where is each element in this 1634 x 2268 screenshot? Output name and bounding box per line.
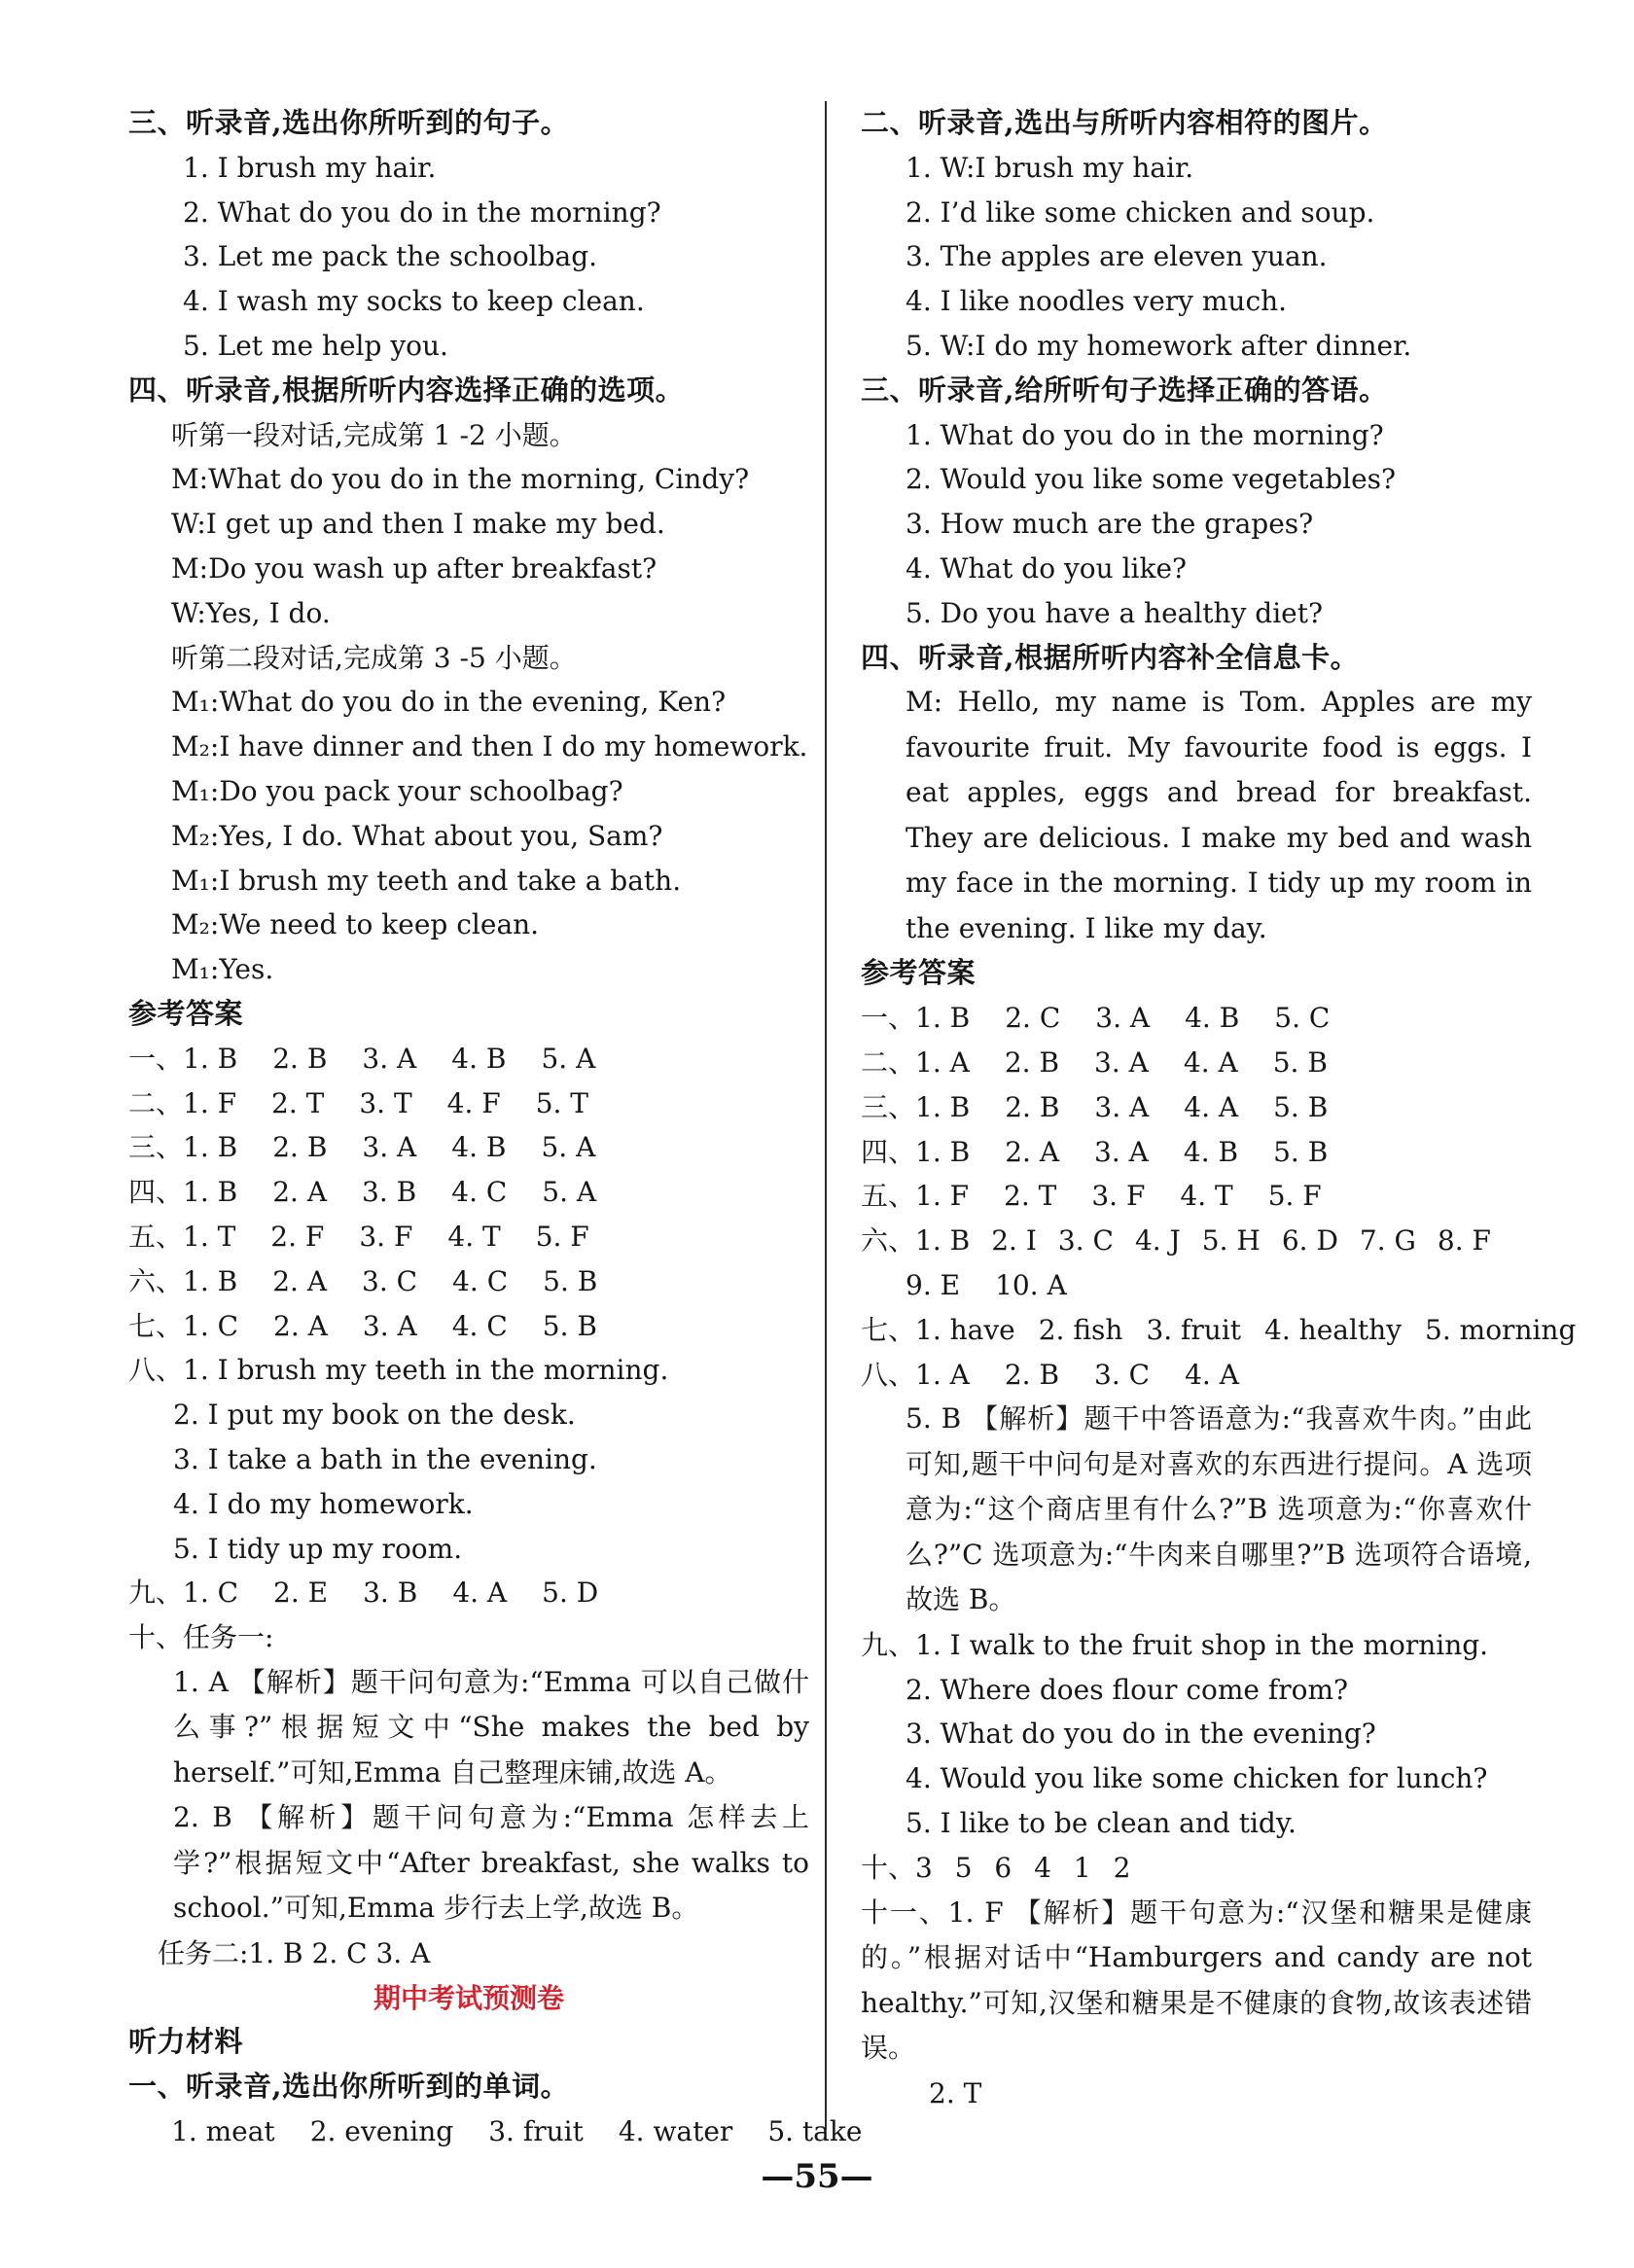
answer-cell: 3. B bbox=[363, 1577, 418, 1610]
list-item: 4. What do you like? bbox=[906, 551, 1188, 585]
answer-cell: 九、1. C bbox=[128, 1577, 239, 1610]
answer-row bbox=[861, 1130, 1532, 1175]
answer-cell: 3. A bbox=[362, 1131, 417, 1164]
answer-cell: 3. A bbox=[1094, 1090, 1150, 1123]
answer-cell: 二、1. F bbox=[128, 1086, 237, 1119]
list-item: 2. What do you do in the morning? bbox=[183, 195, 661, 229]
section-heading: 三、听录音,给所听句子选择正确的答语。 bbox=[861, 372, 1388, 407]
answer-cell: 2. B bbox=[272, 1131, 328, 1164]
answer-line: 2. Where does flour come from? bbox=[906, 1673, 1349, 1706]
answer-cell: 4. J bbox=[1134, 1224, 1181, 1258]
dialog-line: M₁:Do you pack your schoolbag? bbox=[171, 774, 623, 807]
answer-cell: 6. D bbox=[1281, 1224, 1338, 1258]
list-item: 5. Do you have a healthy diet? bbox=[906, 596, 1324, 629]
list-item: 2. I’d like some chicken and soup. bbox=[906, 195, 1375, 229]
answer-cell: 4. T bbox=[1180, 1180, 1233, 1213]
list-item: 4. I wash my socks to keep clean. bbox=[183, 285, 645, 318]
answer-cell: 二、1. A bbox=[861, 1045, 970, 1079]
answer-cell: 3. C bbox=[1094, 1358, 1151, 1391]
answer-cell: 5. D bbox=[542, 1577, 599, 1610]
answer-cell: 2. I bbox=[991, 1224, 1037, 1258]
answer-cell: 五、1. F bbox=[861, 1180, 970, 1213]
answer-line: 九、1. I walk to the fruit shop in the morning. bbox=[861, 1628, 1489, 1661]
answer-row bbox=[128, 1571, 809, 1615]
dialog-line: M₁:What do you do in the evening, Ken? bbox=[171, 686, 727, 719]
answer-cell: 5. H bbox=[1201, 1224, 1261, 1258]
answer-row bbox=[861, 1353, 1532, 1398]
left-column bbox=[128, 101, 863, 2154]
answer-line: 3. What do you do in the evening? bbox=[906, 1718, 1376, 1751]
dialog-line: M:Do you wash up after breakfast? bbox=[171, 551, 657, 585]
answers-heading: 参考答案 bbox=[861, 956, 977, 990]
answer-row bbox=[861, 1174, 1532, 1219]
answer-cell: 2. T bbox=[271, 1086, 325, 1119]
dialog-line: M₂:We need to keep clean. bbox=[171, 908, 540, 941]
answer-cell: 3. F bbox=[359, 1220, 413, 1253]
answer-cell: 四、1. B bbox=[861, 1135, 971, 1168]
word-item: 3. fruit bbox=[488, 2115, 584, 2148]
word-item: 1. meat bbox=[171, 2115, 275, 2148]
answer-cell: 10. A bbox=[995, 1268, 1067, 1301]
dialog-line: M₂:I have dinner and then I do my homework. bbox=[171, 730, 808, 763]
subheading: 听第一段对话,完成第 1 -2 小题。 bbox=[171, 418, 577, 451]
answer-cell: 3. A bbox=[1094, 1135, 1149, 1168]
answer-cell: 4. A bbox=[1184, 1090, 1239, 1123]
answer-cell: 3. C bbox=[362, 1264, 418, 1297]
answer-cell: 2. F bbox=[270, 1220, 325, 1253]
word-item: 2. evening bbox=[309, 2115, 454, 2148]
answer-cell: 8. F bbox=[1437, 1224, 1491, 1258]
list-item: 3. How much are the grapes? bbox=[906, 508, 1314, 541]
answer-cell: 3. fruit bbox=[1146, 1313, 1242, 1346]
answer-cell: 2. E bbox=[273, 1577, 329, 1610]
answer-cell: 5. B bbox=[1273, 1090, 1329, 1123]
answer-cell: 2. fish bbox=[1038, 1313, 1123, 1346]
list-item: 1. What do you do in the morning? bbox=[906, 418, 1384, 451]
dialog-line: M₂:Yes, I do. What about you, Sam? bbox=[171, 819, 663, 852]
answer-cell: 2. B bbox=[1005, 1090, 1060, 1123]
answer-cell: 4. healthy bbox=[1264, 1313, 1403, 1346]
answer-cell: 五、1. T bbox=[128, 1220, 236, 1253]
answer-cell: 2. B bbox=[1004, 1358, 1060, 1391]
explanation-paragraph: 2. B 【解析】题干问句意为:“Emma 怎样去上学?”根据短文中“After breakfast, she walks to school.”可知,Emma 步行去上学,故选 B。 bbox=[173, 1801, 809, 1925]
list-item: 1. W:I brush my hair. bbox=[906, 151, 1194, 184]
answer-cell: 三、1. B bbox=[861, 1090, 971, 1123]
answer-row bbox=[861, 996, 1532, 1041]
answer-line: 5. I like to be clean and tidy. bbox=[906, 1807, 1297, 1840]
answer-line: 5. I tidy up my room. bbox=[173, 1532, 463, 1565]
answer-line: 3. I take a bath in the evening. bbox=[173, 1442, 597, 1475]
answer-row bbox=[128, 1304, 809, 1349]
answer-row bbox=[128, 1259, 809, 1304]
answer-cell: 2. A bbox=[273, 1309, 328, 1342]
section-heading: 四、听录音,根据所听内容选择正确的选项。 bbox=[128, 372, 685, 407]
answer-line: 任务二:1. B 2. C 3. A bbox=[158, 1936, 431, 1969]
answer-row bbox=[128, 1037, 809, 1081]
answer-line: 4. I do my homework. bbox=[173, 1487, 474, 1520]
section-heading: 一、听录音,选出你所听到的单词。 bbox=[128, 2070, 570, 2104]
list-item: 5. W:I do my homework after dinner. bbox=[906, 329, 1412, 362]
answer-cell: 六、1. B bbox=[861, 1224, 971, 1258]
answer-cell: 4. B bbox=[451, 1131, 507, 1164]
word-item: 4. water bbox=[618, 2115, 733, 2148]
answer-cell: 4. B bbox=[1185, 1002, 1240, 1035]
answer-row bbox=[861, 1308, 1577, 1353]
answer-cell: 5. F bbox=[535, 1220, 589, 1253]
explanation-paragraph: 十一、1. F 【解析】题干句意为:“汉堡和糖果是健康的。”根据对话中“Hamburgers and candy are not healthy.”可知,汉堡和糖果是不健康的食物,故该表述错误。 bbox=[861, 1896, 1532, 2065]
list-item: 3. Let me pack the schoolbag. bbox=[183, 240, 598, 273]
word-item: 5. take bbox=[767, 2115, 863, 2148]
answer-cell: 5. B bbox=[1272, 1045, 1328, 1079]
answer-row bbox=[128, 1081, 809, 1126]
answer-cell: 3. B bbox=[362, 1176, 417, 1209]
section-heading: 二、听录音,选出与所听内容相符的图片。 bbox=[861, 106, 1388, 139]
answer-row bbox=[861, 1041, 1532, 1085]
answer-row bbox=[861, 1263, 1532, 1308]
answer-cell: 3. A bbox=[1095, 1002, 1151, 1035]
section-heading: 听力材料 bbox=[128, 2025, 244, 2059]
answer-cell: 3. A bbox=[362, 1042, 417, 1075]
answer-line: 2. I put my book on the desk. bbox=[173, 1399, 576, 1432]
list-item: 5. Let me help you. bbox=[183, 329, 448, 362]
dialog-line: M₁:I brush my teeth and take a bath. bbox=[171, 864, 682, 897]
answer-cell: 4. A bbox=[452, 1577, 508, 1610]
answer-cell: 一、1. B bbox=[861, 1002, 971, 1035]
answer-cell: 4. A bbox=[1183, 1045, 1238, 1079]
answer-row bbox=[128, 1170, 809, 1215]
subheading: 听第二段对话,完成第 3 -5 小题。 bbox=[171, 641, 577, 674]
answer-row bbox=[861, 1219, 1532, 1263]
answer-cell: 4. F bbox=[446, 1086, 501, 1119]
answer-cell: 2. B bbox=[1004, 1045, 1060, 1079]
answer-cell: 7. G bbox=[1359, 1224, 1416, 1258]
dialog-line: W:I get up and then I make my bed. bbox=[171, 508, 665, 541]
answer-cell: 三、1. B bbox=[128, 1131, 238, 1164]
list-item: 1. I brush my hair. bbox=[183, 151, 437, 184]
dialog-line: M₁:Yes. bbox=[171, 953, 274, 986]
answer-cell: 3. C bbox=[1057, 1224, 1114, 1258]
answer-cell: 2. A bbox=[1005, 1135, 1060, 1168]
answer-cell: 5. B bbox=[1273, 1135, 1329, 1168]
column-divider bbox=[825, 101, 827, 2130]
answer-cell: 3. A bbox=[362, 1309, 417, 1342]
answer-line: 4. Would you like some chicken for lunch? bbox=[906, 1762, 1488, 1795]
answer-cell: 4. C bbox=[452, 1264, 509, 1297]
explanation-paragraph: 1. A 【解析】题干问句意为:“Emma 可以自己做什么事?”根据短文中“She makes the bed by herself.”可知,Emma 自己整理床铺,故选 A。 bbox=[173, 1665, 809, 1789]
answer-cell: 4. T bbox=[447, 1220, 501, 1253]
answer-cell: 七、1. have bbox=[861, 1313, 1015, 1346]
list-item: 2. Would you like some vegetables? bbox=[906, 463, 1397, 496]
answer-cell: 2. C bbox=[1005, 1002, 1061, 1035]
answer-cell: 4. A bbox=[1185, 1358, 1239, 1391]
answer-row bbox=[128, 1215, 809, 1259]
answer-cell: 4. B bbox=[451, 1042, 507, 1075]
answer-row bbox=[128, 2109, 863, 2154]
answer-cell: 一、1. B bbox=[128, 1042, 238, 1075]
answer-row bbox=[128, 1125, 809, 1170]
dialog-line: M:What do you do in the morning, Cindy? bbox=[171, 463, 750, 496]
answer-cell: 5. A bbox=[541, 1131, 596, 1164]
answer-cell: 9. E bbox=[906, 1268, 961, 1301]
page-number: —55— bbox=[761, 2157, 873, 2196]
answer-cell: 2. B bbox=[272, 1042, 328, 1075]
answer-cell: 4. B bbox=[1183, 1135, 1239, 1168]
explanation-paragraph: 5. B 【解析】题干中答语意为:“我喜欢牛肉。”由此可知,题干中问句是对喜欢的东西进行提问。A 选项意为:“这个商店里有什么?”B 选项意为:“你喜欢什么?”C 选项意为:“牛肉来自哪里?”B 选项符合语境,故选 B。 bbox=[906, 1402, 1532, 1616]
answer-line: 十、3 5 6 4 1 2 bbox=[861, 1851, 1131, 1884]
list-item: 3. The apples are eleven yuan. bbox=[906, 240, 1328, 273]
answer-cell: 4. C bbox=[451, 1309, 508, 1342]
section-heading: 四、听录音,根据所听内容补全信息卡。 bbox=[861, 640, 1360, 674]
answer-cell: 2. A bbox=[272, 1264, 328, 1297]
answer-cell: 八、1. A bbox=[861, 1358, 970, 1391]
answer-cell: 3. T bbox=[359, 1086, 412, 1119]
answer-row bbox=[861, 1085, 1532, 1130]
section-heading: 三、听录音,选出你所听到的句子。 bbox=[128, 106, 570, 139]
answer-line: 十、任务一: bbox=[128, 1621, 274, 1654]
right-column bbox=[861, 101, 1577, 2115]
answer-cell: 3. F bbox=[1091, 1180, 1146, 1213]
answer-cell: 5. B bbox=[543, 1264, 598, 1297]
answer-cell: 4. C bbox=[451, 1176, 508, 1209]
answer-cell: 六、1. B bbox=[128, 1264, 238, 1297]
midterm-title: 期中考试预测卷 bbox=[373, 1981, 564, 2014]
answer-cell: 5. morning bbox=[1425, 1313, 1577, 1346]
answer-cell: 2. T bbox=[1004, 1180, 1057, 1213]
answer-cell: 5. F bbox=[1267, 1180, 1322, 1213]
dialog-line: W:Yes, I do. bbox=[171, 596, 331, 629]
answer-cell: 5. C bbox=[1274, 1002, 1331, 1035]
answer-cell: 5. T bbox=[535, 1086, 588, 1119]
answer-cell: 七、1. C bbox=[128, 1309, 239, 1342]
answer-line: 八、1. I brush my teeth in the morning. bbox=[128, 1354, 669, 1387]
answer-cell: 3. A bbox=[1094, 1045, 1149, 1079]
answer-cell: 5. A bbox=[541, 1042, 596, 1075]
answer-line: 2. T bbox=[929, 2076, 982, 2109]
answer-cell: 2. A bbox=[272, 1176, 328, 1209]
answers-heading: 参考答案 bbox=[128, 996, 244, 1030]
listening-paragraph: M: Hello, my name is Tom. Apples are my favourite fruit. My favourite food is eggs. I eat apples, eggs and bread for breakfast. They are delicious. I make my bed and wash my face in the morning. I tidy up my room in the evening. I like my day. bbox=[906, 686, 1532, 944]
answer-cell: 5. A bbox=[542, 1176, 597, 1209]
answer-cell: 四、1. B bbox=[128, 1176, 238, 1209]
answer-cell: 5. B bbox=[542, 1309, 597, 1342]
list-item: 4. I like noodles very much. bbox=[906, 285, 1288, 318]
